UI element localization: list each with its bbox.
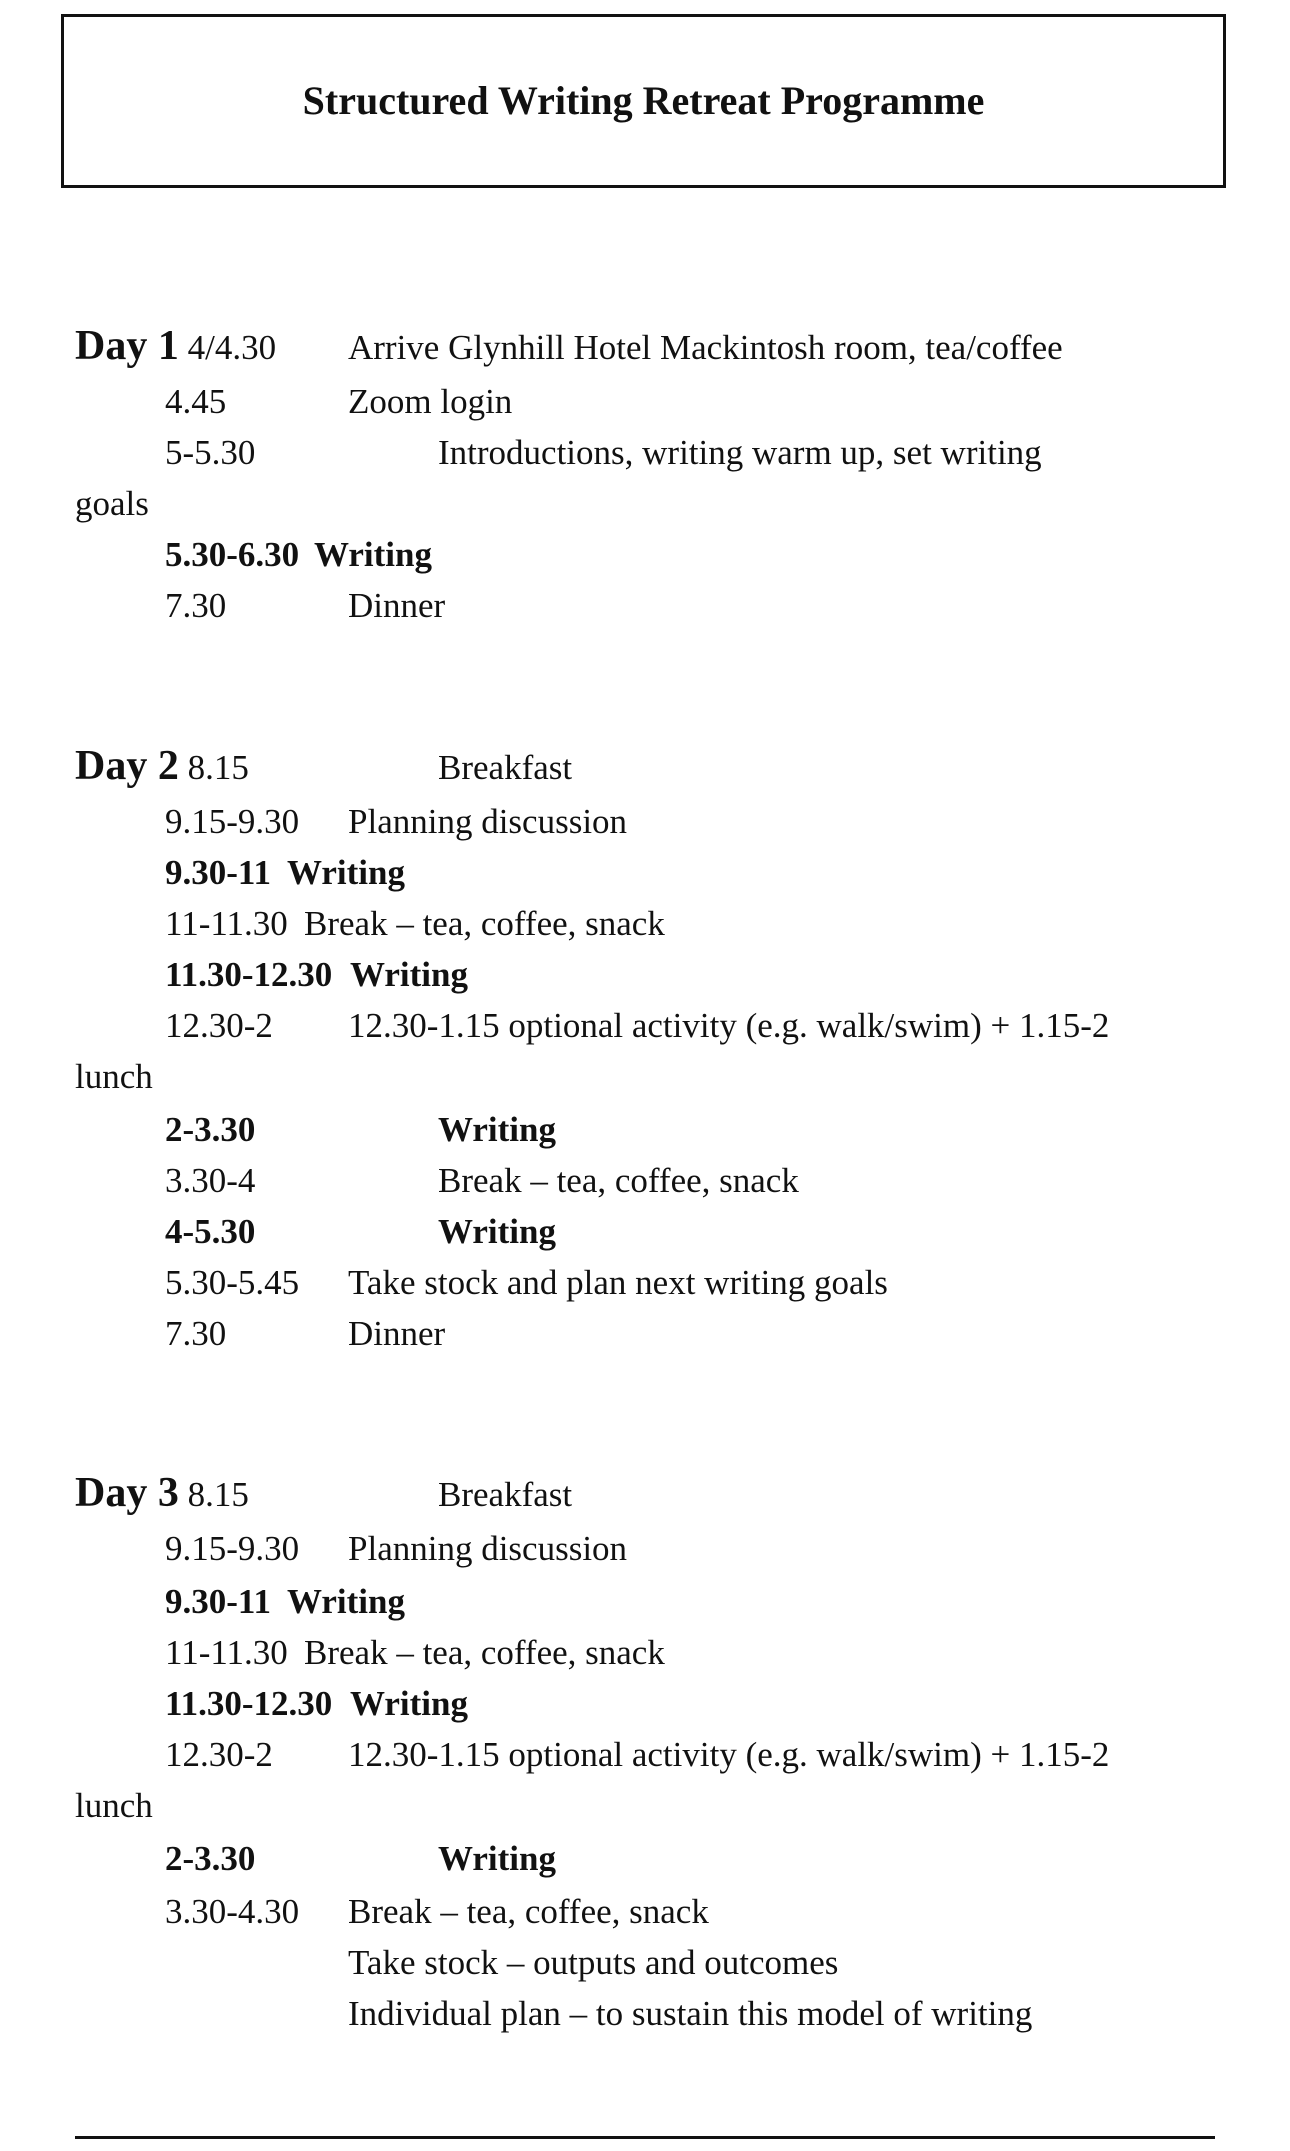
day1-activity-dinner: Dinner — [348, 586, 446, 625]
day2-time-break-1: 11-11.30 — [165, 904, 288, 943]
day2-activity-lunch: 12.30-1.15 optional activity (e.g. walk/swim) + 1.15-2 — [348, 1006, 1110, 1045]
day2-activity-writing-1: Writing — [287, 853, 405, 892]
day2-time-writing-1: 9.30-11 — [165, 853, 271, 892]
day1-time-writing: 5.30-6.30 — [165, 535, 300, 574]
day2-activity-writing-2: Writing — [350, 955, 468, 994]
day2-activity-lunch-wrap: lunch — [75, 1057, 153, 1096]
day2-time-writing-3: 2-3.30 — [165, 1110, 256, 1149]
day2-time-breakfast: 8.15 — [187, 748, 249, 787]
day2-activity-planning: Planning discussion — [348, 802, 628, 841]
day1-time-intro: 5-5.30 — [165, 433, 256, 472]
day1-time-zoom: 4.45 — [165, 382, 227, 421]
day3-time-lunch: 12.30-2 — [165, 1735, 273, 1774]
day3-activity-breakfast: Breakfast — [438, 1475, 573, 1514]
day1-activity-zoom: Zoom login — [348, 382, 513, 421]
day2-time-take-stock: 5.30-5.45 — [165, 1263, 300, 1302]
day2-time-planning: 9.15-9.30 — [165, 802, 300, 841]
day3-time-break-2: 3.30-4.30 — [165, 1892, 300, 1931]
day3-line-breakfast — [75, 1472, 249, 1514]
day2-time-break-2: 3.30-4 — [165, 1161, 256, 1200]
day1-time-arrive: 4/4.30 — [187, 328, 277, 367]
day3-time-writing-3: 2-3.30 — [165, 1839, 256, 1878]
day3-activity-outputs: Take stock – outputs and outcomes — [348, 1943, 839, 1982]
day3-time-breakfast: 8.15 — [187, 1475, 249, 1514]
day3-activity-break-1: Break – tea, coffee, snack — [304, 1633, 665, 1672]
day1-line-arrive — [75, 325, 276, 367]
day2-line-breakfast — [75, 745, 249, 787]
day3-time-break-1: 11-11.30 — [165, 1633, 288, 1672]
day2-label: Day 2 — [75, 743, 179, 789]
day3-time-planning: 9.15-9.30 — [165, 1529, 300, 1568]
day2-activity-dinner: Dinner — [348, 1314, 446, 1353]
day2-time-lunch: 12.30-2 — [165, 1006, 273, 1045]
day3-activity-individual-plan: Individual plan – to sustain this model of writing — [348, 1994, 1033, 2033]
day1-activity-intro: Introductions, writing warm up, set writing — [438, 433, 1042, 472]
day3-time-writing-2: 11.30-12.30 — [165, 1684, 333, 1723]
day2-time-writing-2: 11.30-12.30 — [165, 955, 333, 994]
day1-activity-intro-wrap: goals — [75, 484, 149, 523]
day3-activity-lunch-wrap: lunch — [75, 1786, 153, 1825]
day1-activity-writing: Writing — [314, 535, 432, 574]
day3-activity-writing-1: Writing — [287, 1582, 405, 1621]
day2-activity-take-stock: Take stock and plan next writing goals — [348, 1263, 888, 1302]
day3-label: Day 3 — [75, 1470, 179, 1516]
day2-activity-break-2: Break – tea, coffee, snack — [438, 1161, 799, 1200]
title-box — [61, 14, 1226, 188]
day1-label: Day 1 — [75, 323, 179, 369]
day2-time-writing-4: 4-5.30 — [165, 1212, 256, 1251]
bottom-divider — [75, 2136, 1215, 2139]
day3-activity-writing-3: Writing — [438, 1839, 556, 1878]
day3-activity-writing-2: Writing — [350, 1684, 468, 1723]
day2-time-dinner: 7.30 — [165, 1314, 227, 1353]
day3-activity-planning: Planning discussion — [348, 1529, 628, 1568]
day2-activity-break-1: Break – tea, coffee, snack — [304, 904, 665, 943]
day2-activity-breakfast: Breakfast — [438, 748, 573, 787]
day3-activity-break-2: Break – tea, coffee, snack — [348, 1892, 709, 1931]
day1-activity-arrive: Arrive Glynhill Hotel Mackintosh room, tea/coffee — [348, 328, 1063, 367]
day1-time-dinner: 7.30 — [165, 586, 227, 625]
day2-activity-writing-3: Writing — [438, 1110, 556, 1149]
day3-activity-lunch: 12.30-1.15 optional activity (e.g. walk/swim) + 1.15-2 — [348, 1735, 1110, 1774]
day2-activity-writing-4: Writing — [438, 1212, 556, 1251]
page-title: Structured Writing Retreat Programme — [302, 78, 985, 123]
day3-time-writing-1: 9.30-11 — [165, 1582, 271, 1621]
